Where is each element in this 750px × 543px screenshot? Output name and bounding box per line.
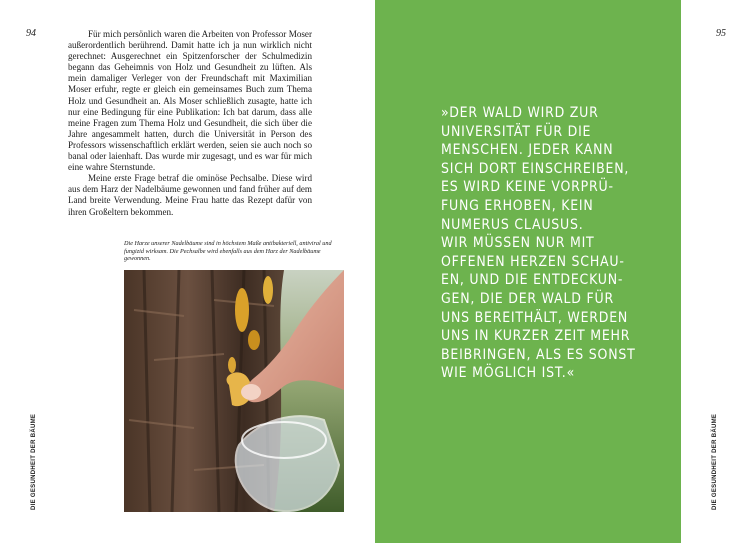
page-number-right: 95 [716, 28, 726, 39]
body-text [68, 29, 312, 218]
running-head-left: DIE GESUNDHEIT DER BÄUME [31, 413, 37, 510]
right-page [375, 0, 750, 543]
photo-caption: Die Harze unserer Nadelbäume sind in höchstem Maße antibakteriell, antiviral und fungizid wirksam. Die Pechsalbe wird ebenfalls aus dem Harz der Nadelbäume gewonnen. [124, 240, 332, 263]
pull-quote: »DER WALD WIRD ZUR UNIVERSITÄT FÜR DIE MENSCHEN. JEDER KANN SICH DORT EINSCHREIBEN, ES WIRD KEINE VORPRÜ- FUNG ERHOBEN, KEIN NUMERUS CLAUSUS. WIR MÜSSEN NUR MIT OFFENEN HERZEN SCHAU- EN, UND DIE ENTDECKUN- GEN, DIE DER WALD FÜR UNS BEREITHÄLT, WERDEN UNS IN KURZER ZEIT MEHR BEIBRINGEN, ALS ES SONST WIE MÖGLICH IST.« [441, 104, 636, 382]
page-number-left: 94 [26, 28, 36, 39]
paragraph-2: Meine erste Frage betraf die ominöse Pechsalbe. Diese wird aus dem Harz der Nadelbäume gewonnen und fand früher auf dem Land breite Verwendung. Meine Frau hatte das Rezept dafür von ihren Großeltern bekommen. [68, 173, 312, 217]
running-head-right: DIE GESUNDHEIT DER BÄUME [712, 413, 718, 510]
resin-tree-photo [124, 270, 344, 512]
paragraph-1: Für mich persönlich waren die Arbeiten von Professor Moser außerordentlich berührend. Damit hatte ich ja nun wirklich nicht gerechnet: Ausgerechnet ein Spitzenforscher der Schulmedizin begann das Geheimnis von Holz und Gesundheit zu lüften. Als mein damaliger Verleger von der Freundschaft mit Maximilian Moser erfuhr, regte er gleich ein gemeinsames Buch zum Thema Holz und Gesundheit an. Als Moser schließlich zusagte, hatte ich nur eine Bedingung für eine Publikation: Ich bat darum, dass alle meine Fragen zum Thema Holz und Gesundheit, die sich über die Jahre angesammelt hatten, durch die Universität in Person des Professors wissenschaftlich erklärt werden, seien sie auch noch so banal oder laienhaft. Das wurde mir zugesagt, und es war für mich eine wahre Sternstunde. [68, 29, 312, 173]
quote-panel [375, 0, 681, 543]
